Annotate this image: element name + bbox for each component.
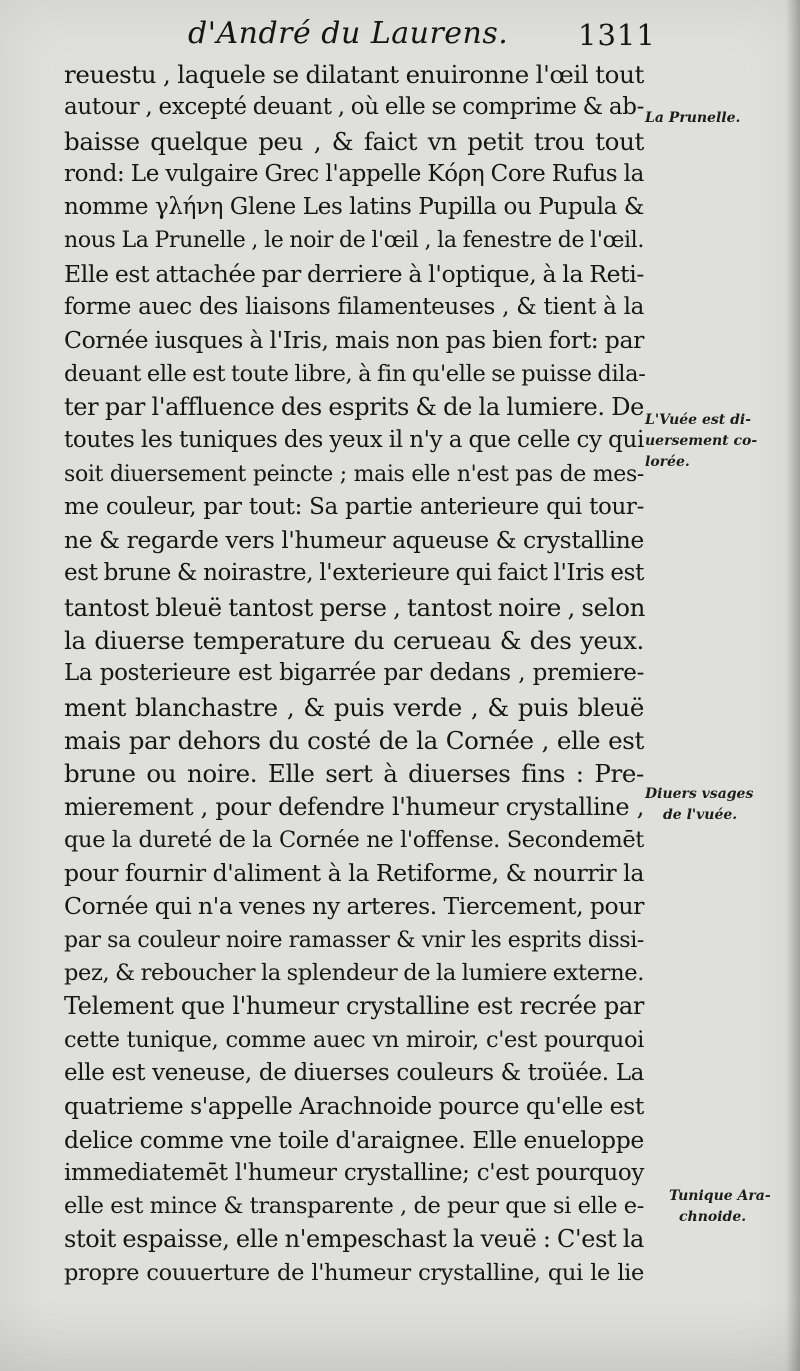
text-line: que la dureté de la Cornée ne l'offense. Secondemēt bbox=[64, 826, 644, 853]
text-line: La posterieure est bigarrée par dedans , premiere- bbox=[64, 660, 644, 687]
text-line: forme auec des liaisons filamenteuses , & tient à la bbox=[64, 294, 644, 321]
text-line: elle est mince & transparente , de peur que si elle e- bbox=[64, 1193, 644, 1220]
margin-note-vsages-vuee bbox=[645, 784, 753, 826]
text-line: autour , excepté deuant , où elle se comprime & ab- bbox=[64, 94, 644, 121]
text-line: delice comme vne toile d'araignee. Elle enueloppe bbox=[64, 1125, 644, 1154]
text-line: Telement que l'humeur crystalline est recrée par bbox=[64, 992, 644, 1021]
text-line: mais par dehors du costé de la Cornée , elle est bbox=[64, 725, 644, 755]
text-line: cette tunique, comme auec vn miroir, c'est pourquoi bbox=[64, 1026, 644, 1053]
text-line: nous La Prunelle , le noir de l'œil , la fenestre de l'œil. bbox=[64, 228, 644, 254]
margin-note-line: Diuers vsages bbox=[645, 786, 754, 802]
text-line: me couleur, par tout: Sa partie anterieure qui tour- bbox=[64, 493, 644, 520]
text-line: par sa couleur noire ramasser & vnir les esprits dissi- bbox=[64, 927, 644, 953]
text-line: Cornée qui n'a venes ny arteres. Tiercement, pour bbox=[64, 892, 644, 921]
margin-note-line: Tunique Ara- bbox=[669, 1188, 771, 1204]
text-line: deuant elle est toute libre, à fin qu'elle se puisse dila- bbox=[64, 360, 646, 387]
margin-note-line: uersement co- bbox=[645, 433, 758, 449]
body-text bbox=[64, 58, 644, 1290]
margin-note-line: chnoide. bbox=[679, 1209, 747, 1225]
text-line: reuestu , laquele se dilatant enuironne l'œil tout bbox=[64, 60, 644, 89]
text-line: ter par l'affluence des esprits & de la lumiere. De bbox=[64, 392, 644, 421]
margin-note-vuee-coloree bbox=[645, 410, 757, 473]
text-line: ne & regarde vers l'humeur aqueuse & crystalline bbox=[64, 526, 644, 555]
page-number: 1311 bbox=[578, 18, 656, 52]
margin-note-line: lorée. bbox=[645, 454, 690, 470]
running-head: d'André du Laurens. bbox=[188, 16, 509, 51]
text-line: la diuerse temperature du cerueau & des yeux. bbox=[64, 626, 644, 656]
text-line: elle est veneuse, de diuerses couleurs & troüée. La bbox=[64, 1059, 644, 1086]
text-line: tantost bleuë tantost perse , tantost noire , selon bbox=[64, 592, 646, 622]
margin-note-tunique-arachnoide bbox=[669, 1186, 771, 1228]
margin-notes bbox=[645, 0, 800, 1371]
text-line: est brune & noirastre, l'exterieure qui faict l'Iris est bbox=[64, 560, 644, 587]
text-line: baisse quelque peu , & faict vn petit trou tout bbox=[64, 126, 644, 156]
text-line: quatrieme s'appelle Arachnoide pource qu'elle est bbox=[64, 1092, 644, 1121]
margin-note-line: de l'vuée. bbox=[663, 807, 738, 823]
text-line: propre couuerture de l'humeur crystalline, qui le lie bbox=[64, 1259, 644, 1286]
text-line: immediatemēt l'humeur crystalline; c'est pourquoy bbox=[64, 1159, 644, 1186]
margin-note-prunelle bbox=[645, 108, 740, 129]
text-line: Elle est attachée par derriere à l'optique, à la Reti- bbox=[64, 259, 644, 288]
margin-note-line: La Prunelle. bbox=[645, 110, 741, 126]
page-bottom-shadow bbox=[0, 1300, 800, 1371]
text-line: pez, & reboucher la splendeur de la lumiere externe. bbox=[64, 960, 644, 987]
text-line: pour fournir d'aliment à la Retiforme, & nourrir la bbox=[64, 859, 644, 888]
text-line: soit diuersement peincte ; mais elle n'est pas de mes- bbox=[64, 461, 644, 487]
text-line: brune ou noire. Elle sert à diuerses fins : Pre- bbox=[64, 759, 644, 789]
text-line: rond: Le vulgaire Grec l'appelle Κόρη Core Rufus la bbox=[64, 160, 644, 187]
text-line: Cornée iusques à l'Iris, mais non pas bien fort: par bbox=[64, 326, 644, 355]
text-line: ment blanchastre , & puis verde , & puis bleuë bbox=[64, 692, 644, 722]
text-line: nomme γλήνη Glene Les latins Pupilla ou Pupula & bbox=[64, 194, 644, 221]
text-line: toutes les tuniques des yeux il n'y a que celle cy qui bbox=[64, 427, 644, 454]
text-line: mierement , pour defendre l'humeur crystalline , bbox=[64, 792, 644, 821]
text-line: stoit espaisse, elle n'empeschast la veuë : C'est la bbox=[64, 1225, 644, 1254]
margin-note-line: L'Vuée est di- bbox=[645, 412, 752, 428]
